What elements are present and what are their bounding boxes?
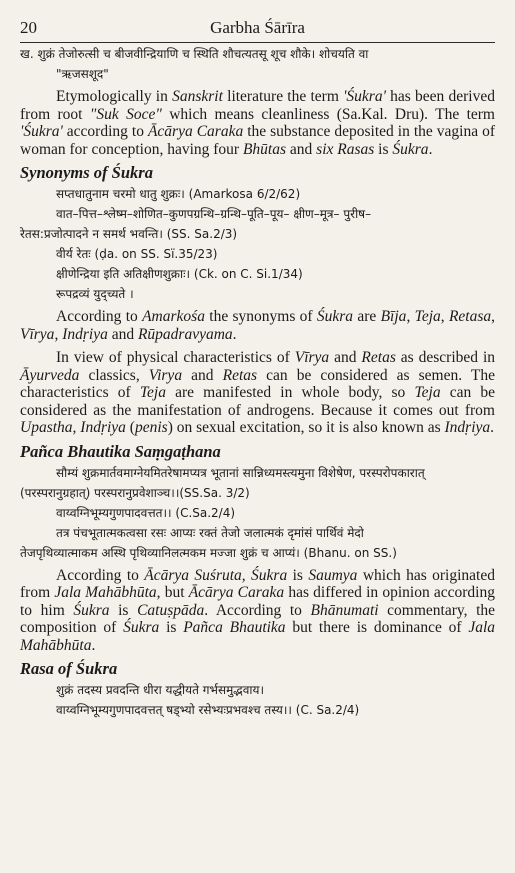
synonym-quote: रेतस:प्रजोत्पादने न समर्थ भवन्ति। (SS. Sa.2/3) <box>20 227 238 241</box>
rasa-quote: वाय्वग्निभूम्यगुणपादवत्तत् षड्भ्यो रसेभ्यःप्रभवश्च तस्य।। (C. Sa.2/4) <box>56 703 360 717</box>
synonym-quote: रूपद्रव्यं युद्च्यते । <box>56 287 134 301</box>
panca-bhautika-quote: तत्र पंचभूतात्मकत्वसा रसः आप्यः रक्तं तेजो जलात्मकं दृमांसं पार्थिवं मेदो <box>56 525 364 540</box>
synonym-quote: वीर्य रेतः (ḍa. on SS. Sï.35/23) <box>56 247 218 261</box>
panca-bhautika-quote: सौम्यं शुक्रमार्तवमाग्नेयमितरेषामप्यत्र भूतानां सान्निध्यमस्त्यमुना विशेषेण, परस्परोपकारात् <box>56 465 425 480</box>
paragraph-physical-characteristics: In view of physical characteristics of Vīrya and Retas as described in Āyurveda classics, Virya and Retas can be considered as semen. The characteristics of Teja are manifested in whole body, so Teja can be considered as the manifestation of androgens. Because it comes out from Upastha, Indṛiya (penis) on sexual excitation, so it is also known as Indṛiya. <box>20 349 496 436</box>
synonym-quote: क्षीणेन्द्रिया इति अतिक्षीणशुक्राः। (Ck. on C. Si.1/34) <box>56 267 303 281</box>
paragraph-susruta-caraka: According to Ācārya Suśruta, Śukra is Saumya which has originated from Jala Mahābhūta, but Ācārya Caraka has differed in opinion according to him Śukra is Catuṣpāda. According to Bhānumati commentary, the composition of Śukra is Pañca Bhautika but there is dominance of Jala Mahābhūta. <box>20 566 496 654</box>
synonym-quote: सप्तधातुनाम चरमो धातु शुक्रः। (Amarkosa 6/2/62) <box>56 187 301 201</box>
running-title: Garbha Śārīra <box>210 18 305 37</box>
page-number: 20 <box>20 18 37 37</box>
rasa-quote: शुक्रं तदस्य प्रवदन्ति धीरा यद्धीयते गर्भसमुद्भवाय। <box>56 683 265 697</box>
page-body <box>20 44 495 720</box>
paragraph-amarkosa: According to Amarkośa the synonyms of Śukra are Bīja, Teja, Retasa, Vīrya, Indṛiya and Rūpadravyama. <box>20 308 496 343</box>
panca-bhautika-quote: (परस्परानुग्रहात्) परस्परानुप्रवेशाञ्च।।(SS.Sa. 3/2) <box>20 485 250 500</box>
sanskrit-verse-kha-cont: "ऋजसशूद" <box>56 67 109 81</box>
heading-panca-bhautika: Pañca Bhautika Saṃgaṭhana <box>20 441 221 461</box>
panca-bhautika-quote: तेजपृथिव्यात्माकम अस्थि पृथिव्यानिलत्मकम मज्जा शुक्रं च आप्यं। (Bhanu. on SS.) <box>20 545 397 560</box>
heading-rasa: Rasa of Śukra <box>20 659 118 678</box>
page-header <box>20 16 495 43</box>
heading-synonyms: Synonyms of Śukra <box>20 163 153 182</box>
synonym-quote: वात–पित्त–श्लेष्म–शोणित–कुणपग्रन्थि–ग्रन्थि–पूति–पूय– क्षीण–मूत्र– पुरीष– <box>56 207 372 221</box>
paragraph-etymology: Etymologically in Sanskrit literature the term 'Śukra' has been derived from root "Suk Soce" which means cleanliness (Sa.Kal. Dru). The term 'Śukra' according to Ācārya Caraka the substance deposited in the vagina of woman for conception, having four Bhūtas and six Rasas is Śukra. <box>20 88 495 158</box>
sanskrit-verse-kha: ख. शुक्रं तेजोरुत्सी च बीजवीन्द्रियाणि च स्थिति शौचत्यतसू शूच शौके। शोचयति वा <box>20 47 369 61</box>
panca-bhautika-quote: वाय्वग्निभूम्यगुणपादवत्तत।। (C.Sa.2/4) <box>56 505 236 520</box>
